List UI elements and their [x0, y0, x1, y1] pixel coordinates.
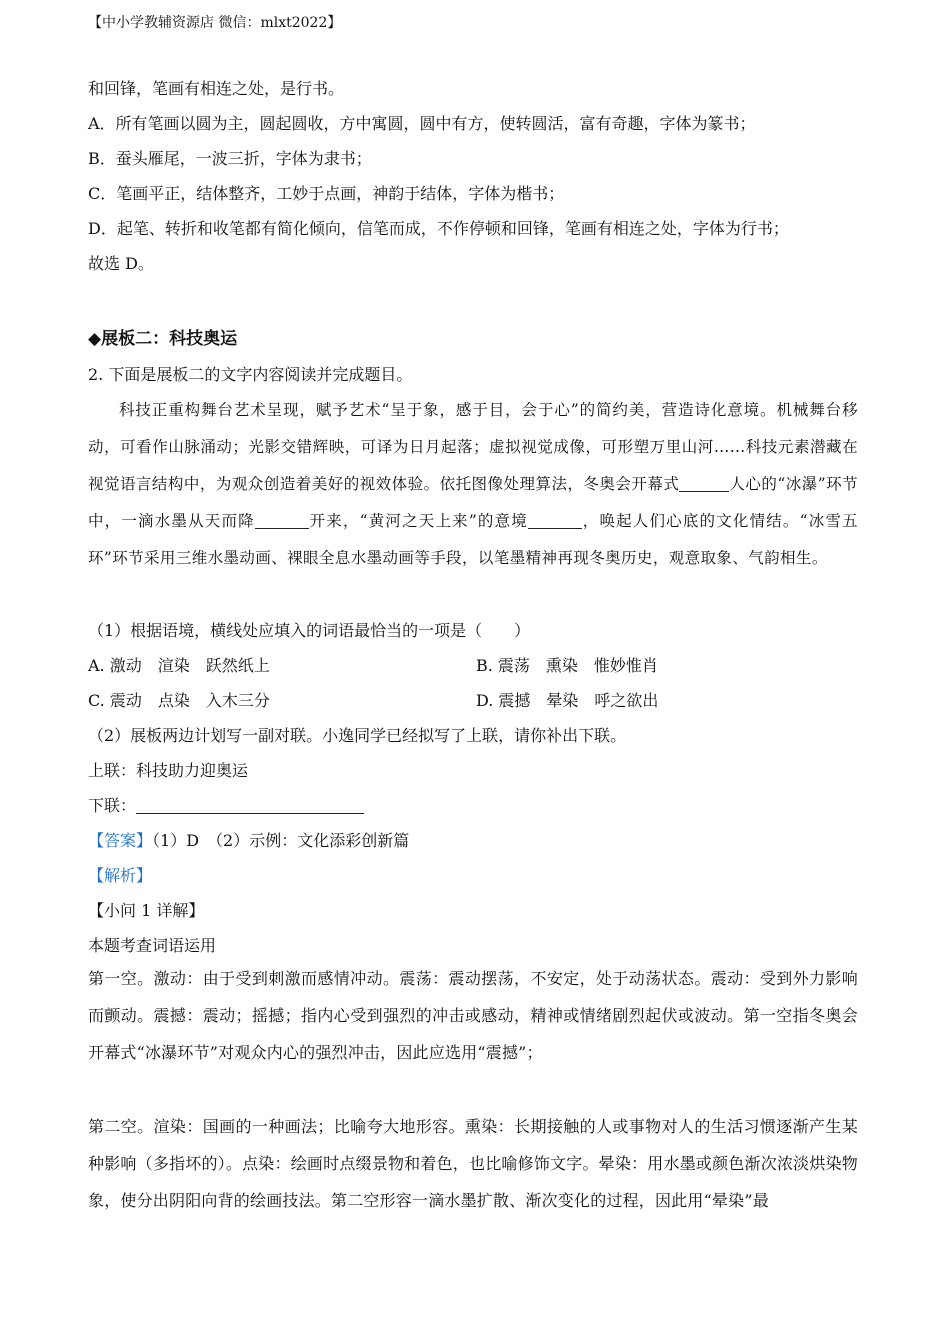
prev-answer: 故选 D。 — [88, 254, 154, 273]
page-header: 【中小学教辅资源店 微信：mlxt2022】 — [88, 15, 342, 31]
passage-sentence-2: 人心的“冰瀑”环节中，一滴水墨从天而降 — [88, 475, 858, 530]
analysis-tag: 【解析】 — [88, 866, 153, 885]
prev-option-b: B．蚕头雁尾，一波三折，字体为隶书； — [88, 149, 372, 168]
prev-option-d: D．起笔、转折和收笔都有简化倾向，信笔而成，不作停顿和回锋，笔画有相连之处，字体为行书； — [88, 219, 789, 238]
option-c: C. 震动 点染 入木三分 — [88, 691, 270, 710]
lower-couplet — [88, 793, 364, 816]
answer-text: （1）D （2）示例：文化添彩创新篇 — [152, 831, 410, 850]
analysis-paragraph-2 — [88, 1108, 858, 1219]
blank-2 — [255, 513, 309, 530]
passage-sentence-1: 科技正重构舞台艺术呈现，赋予艺术“呈于象，感于目，会于心”的简约美，营造诗化意境。机械舞台移动，可看作山脉涌动；光影交错辉映，可译为日月起落；虚拟视觉成像，可形塑万里山河……科技元素潜藏在视觉语言结构中，为观众创造着美好的视效体验。依托图像处理算法，冬奥会开幕式 — [88, 401, 858, 493]
question-stem: 2. 下面是展板二的文字内容阅读并完成题目。 — [88, 365, 413, 384]
answer-line — [88, 828, 409, 851]
option-b: B. 震荡 熏染 惟妙惟肖 — [476, 656, 658, 675]
analysis-paragraph-1 — [88, 960, 858, 1071]
option-d: D. 震撼 晕染 呼之欲出 — [476, 691, 659, 710]
answer-blank-line — [136, 797, 364, 814]
sub-question-1: （1）根据语境，横线处应填入的词语最恰当的一项是（ ） — [88, 621, 531, 640]
prev-option-c: C．笔画平正，结体整齐，工妙于点画，神韵于结体，字体为楷书； — [88, 184, 565, 203]
option-a: A. 激动 渲染 跃然纸上 — [88, 656, 270, 675]
analysis-paragraph-1-text: 第一空。激动：由于受到刺激而感情冲动。震荡：震动摆荡，不安定，处于动荡状态。震动：受到外力影响而颤动。震撼：震动；摇撼；指内心受到强烈的冲击或感动，精神或情绪剧烈起伏或波动。第一空指冬奥会开幕式“冰瀑环节”对观众内心的强烈冲击，因此应选用“震撼”； — [88, 969, 858, 1062]
upper-couplet: 上联：科技助力迎奥运 — [88, 761, 249, 780]
passage-sentence-4: ，唤起人们心底的文化情结。“冰雪五环”环节采用三维水墨动画、裸眼全息水墨动画等手段，以笔墨精神再现冬奥历史，观意取象、气韵相生。 — [88, 512, 858, 567]
blank-3 — [528, 513, 582, 530]
analysis-paragraph-2-text: 第二空。渲染：国画的一种画法；比喻夸大地形容。熏染：长期接触的人或事物对人的生活习惯逐渐产生某种影响（多指坏的）。点染：绘画时点缀景物和着色，也比喻修饰文字。晕染：用水墨或颜色渐次浓淡烘染物象，使分出阴阳向背的绘画技法。第二空形容一滴水墨扩散、渐次变化的过程，因此用“晕染”最 — [88, 1117, 858, 1210]
sub-question-2: （2）展板两边计划写一副对联。小逸同学已经拟写了上联，请你补出下联。 — [88, 726, 627, 745]
blank-1 — [679, 476, 729, 493]
prev-option-a: A．所有笔画以圆为主，圆起圆收，方中寓圆，圆中有方，使转圆活，富有奇趣，字体为篆书； — [88, 114, 756, 133]
sub-answer-title: 【小问 1 详解】 — [88, 901, 205, 920]
reading-passage — [88, 392, 858, 577]
section-title: 展板二：科技奥运 — [101, 329, 238, 349]
lower-couplet-label: 下联： — [88, 796, 137, 815]
passage-sentence-3: 开来，“黄河之天上来”的意境 — [308, 512, 528, 530]
answer-tag: 【答案】 — [88, 831, 153, 850]
diamond-icon: ◆ — [88, 329, 102, 349]
topic-line: 本题考查词语运用 — [88, 936, 217, 955]
section-heading — [88, 324, 237, 349]
prev-continuation: 和回锋，笔画有相连之处，是行书。 — [88, 79, 345, 98]
